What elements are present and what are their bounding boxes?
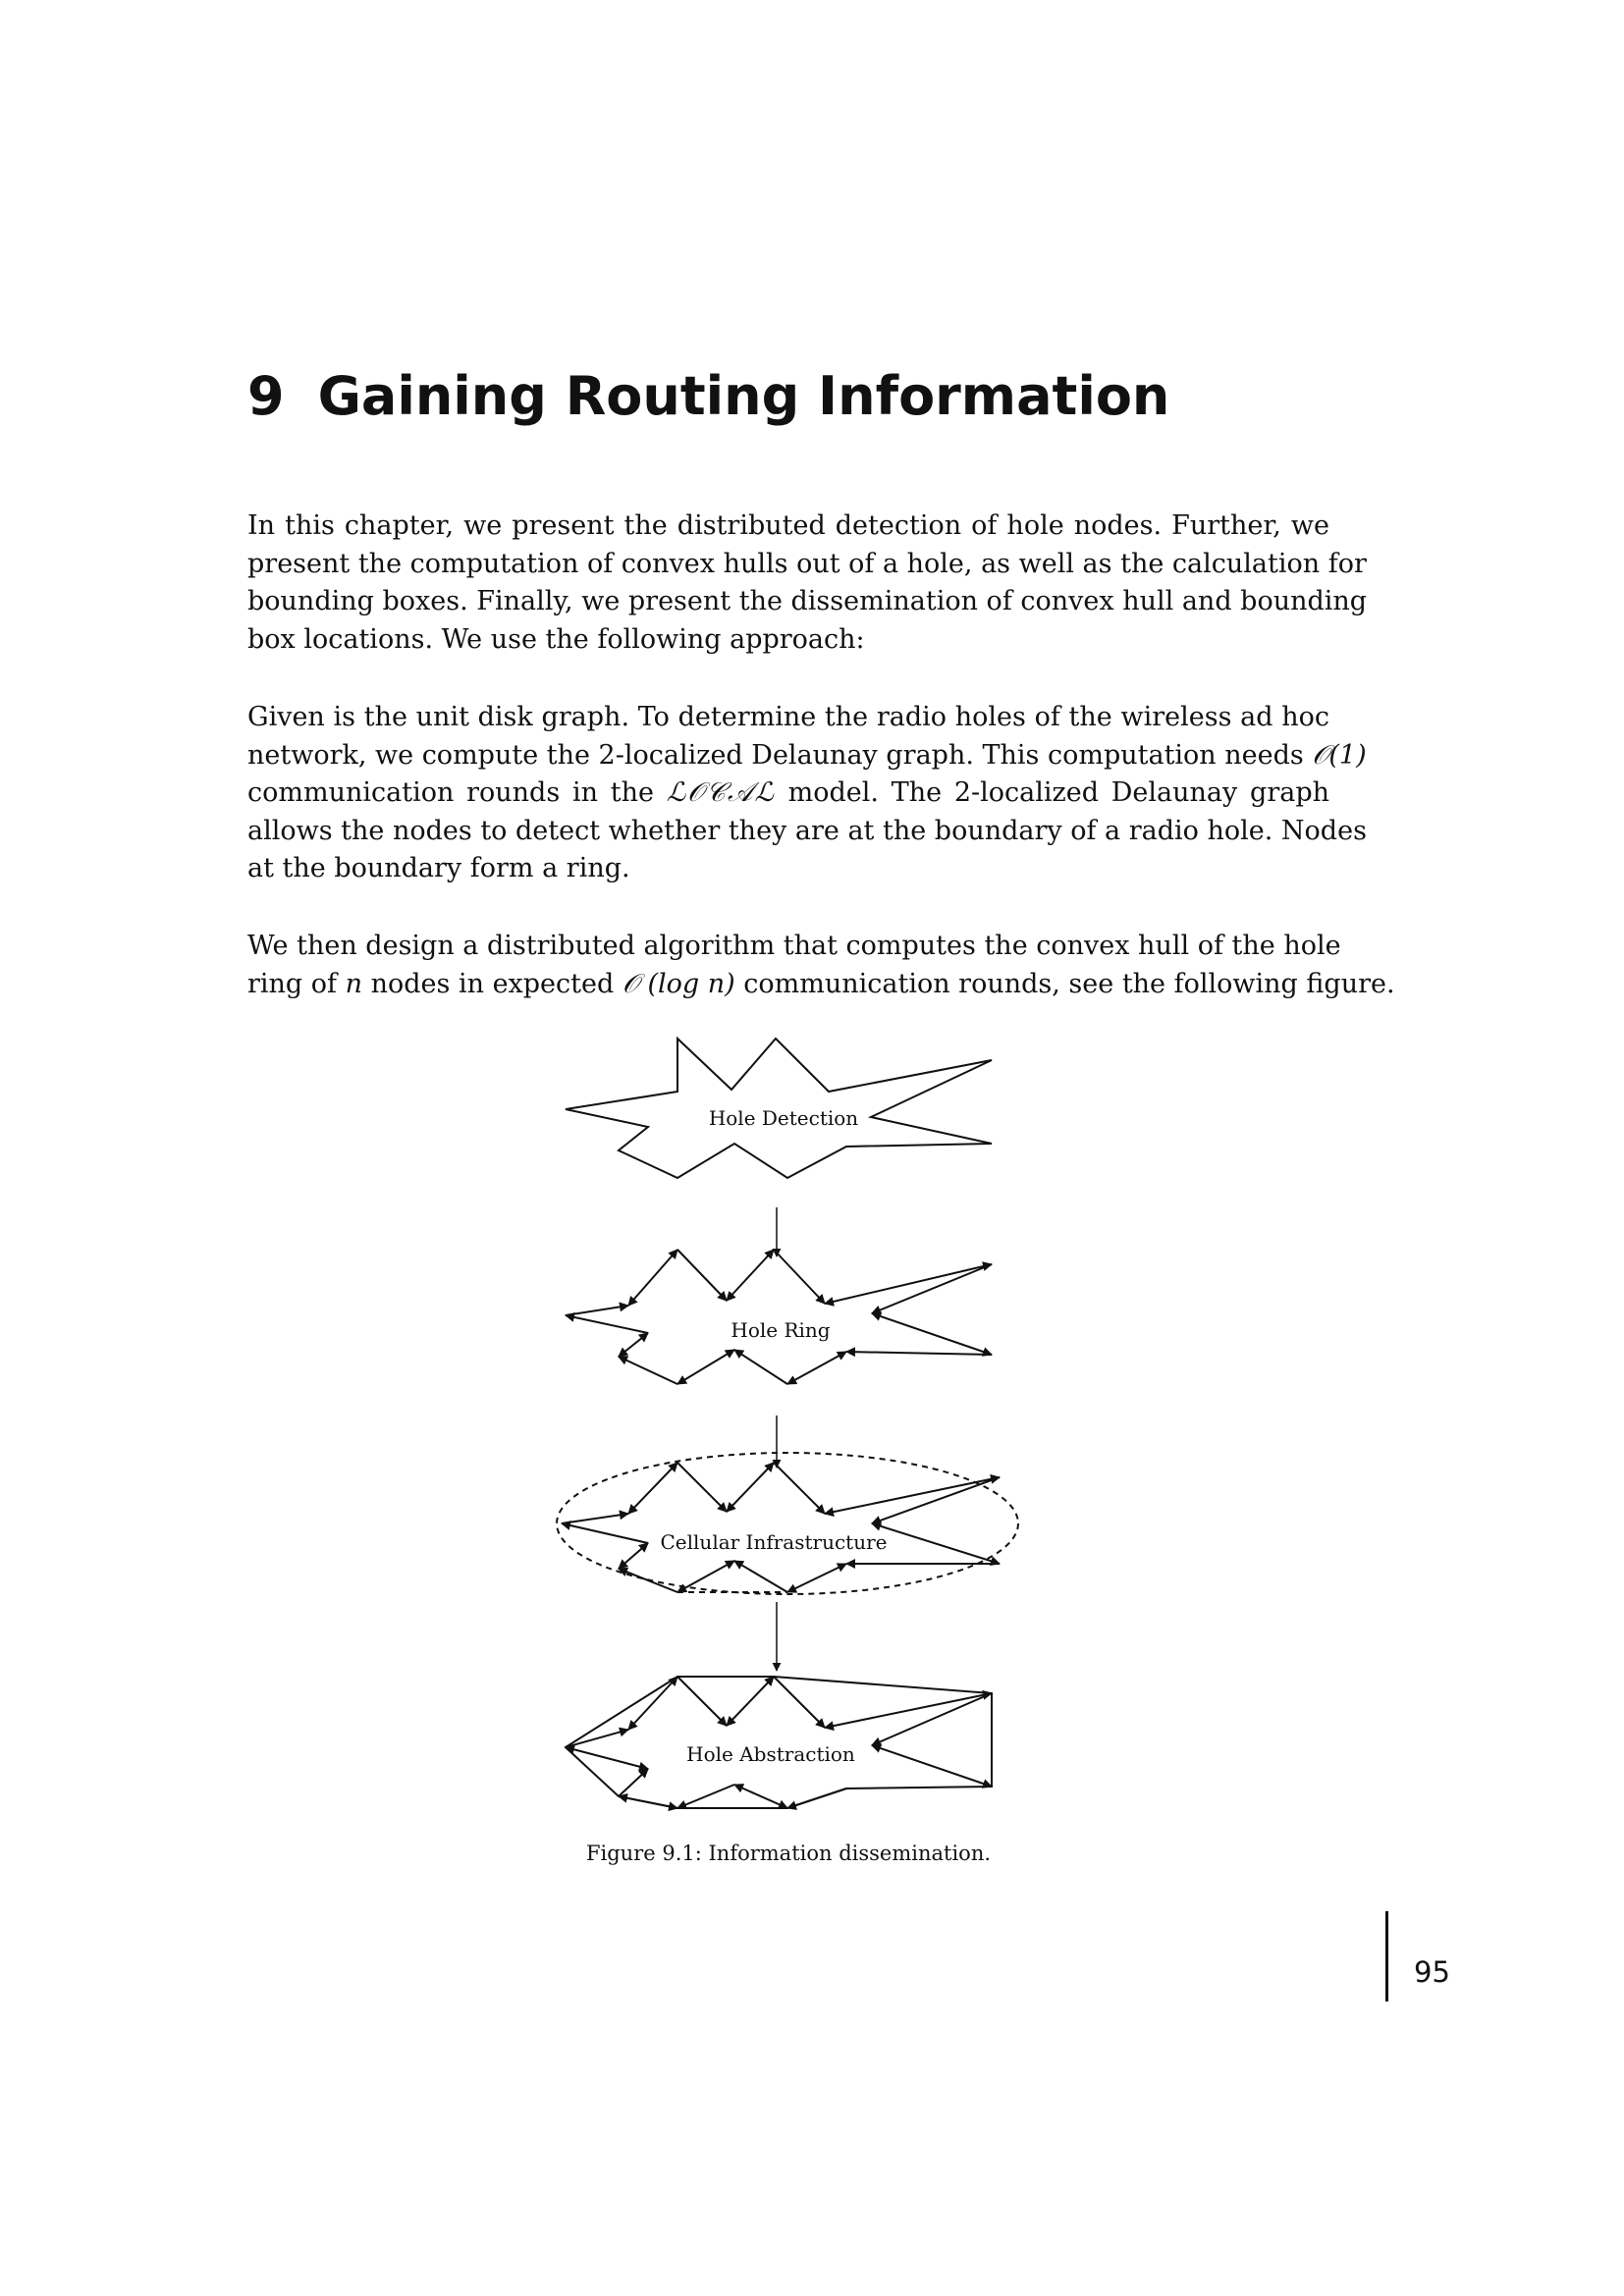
stage-label-hole-detection: Hole Detection	[708, 1106, 859, 1130]
chapter-title-text: Gaining Routing Information	[317, 365, 1170, 427]
text-line: Given is the unit disk graph. To determine the radio holes of the wireless ad hoc	[247, 702, 1329, 732]
stage-label-hole-ring: Hole Ring	[731, 1318, 831, 1342]
text-segment: ring of	[247, 968, 346, 999]
text-segment: communication rounds, see the following figure.	[734, 968, 1395, 999]
text-segment: network, we compute the 2-localized Delaunay graph. This computation needs	[247, 739, 1313, 771]
page-number: 95	[1414, 1955, 1450, 1989]
stage-label-hole-abstraction: Hole Abstraction	[686, 1742, 855, 1766]
figure-information-dissemination	[530, 1021, 1041, 1845]
big-o-constant: 𝒪(1)	[1312, 739, 1367, 771]
text-line: In this chapter, we present the distributed detection of hole nodes. Further, we	[247, 510, 1329, 541]
chapter-number: 9	[247, 365, 285, 427]
hole-detection-node	[566, 1039, 992, 1178]
text-segment: communication rounds in the	[247, 777, 667, 808]
approach-paragraph	[247, 699, 1367, 888]
text-line: at the boundary form a ring.	[247, 853, 630, 883]
big-o-log-n: 𝒪 (log n)	[622, 968, 735, 999]
text-segment: nodes in expected	[362, 968, 623, 999]
text-line	[247, 774, 1329, 813]
text-line: bounding boxes. Finally, we present the dissemination of convex hull and bounding	[247, 586, 1368, 616]
text-line: present the computation of convex hulls out of a hole, as well as the calculation for	[247, 548, 1367, 579]
figure-caption: Figure 9.1: Information dissemination.	[585, 1842, 992, 1865]
text-line: box locations. We use the following approach:	[247, 623, 865, 655]
cellular-infrastructure-node	[557, 1453, 1018, 1594]
variable-n: n	[345, 968, 363, 999]
text-line	[247, 737, 1367, 775]
stage-label-cellular-infrastructure: Cellular Infrastructure	[660, 1530, 888, 1554]
local-model-name: ℒ𝒪𝒞𝒜ℒ	[666, 777, 776, 808]
text-line: We then design a distributed algorithm that computes the convex hull of the hole	[247, 931, 1341, 961]
page-number-rule	[1385, 1911, 1388, 2002]
intro-paragraph	[247, 507, 1368, 659]
hole-ring-node	[566, 1250, 992, 1384]
text-segment: model. The 2-localized Delaunay graph	[775, 777, 1329, 808]
algorithm-paragraph	[247, 928, 1395, 1003]
flow-diagram	[530, 1021, 1041, 1845]
text-line	[247, 966, 1395, 1004]
chapter-title	[247, 365, 1169, 427]
text-line: allows the nodes to detect whether they are at the boundary of a radio hole. Nodes	[247, 815, 1367, 846]
hole-abstraction-node	[566, 1677, 992, 1808]
